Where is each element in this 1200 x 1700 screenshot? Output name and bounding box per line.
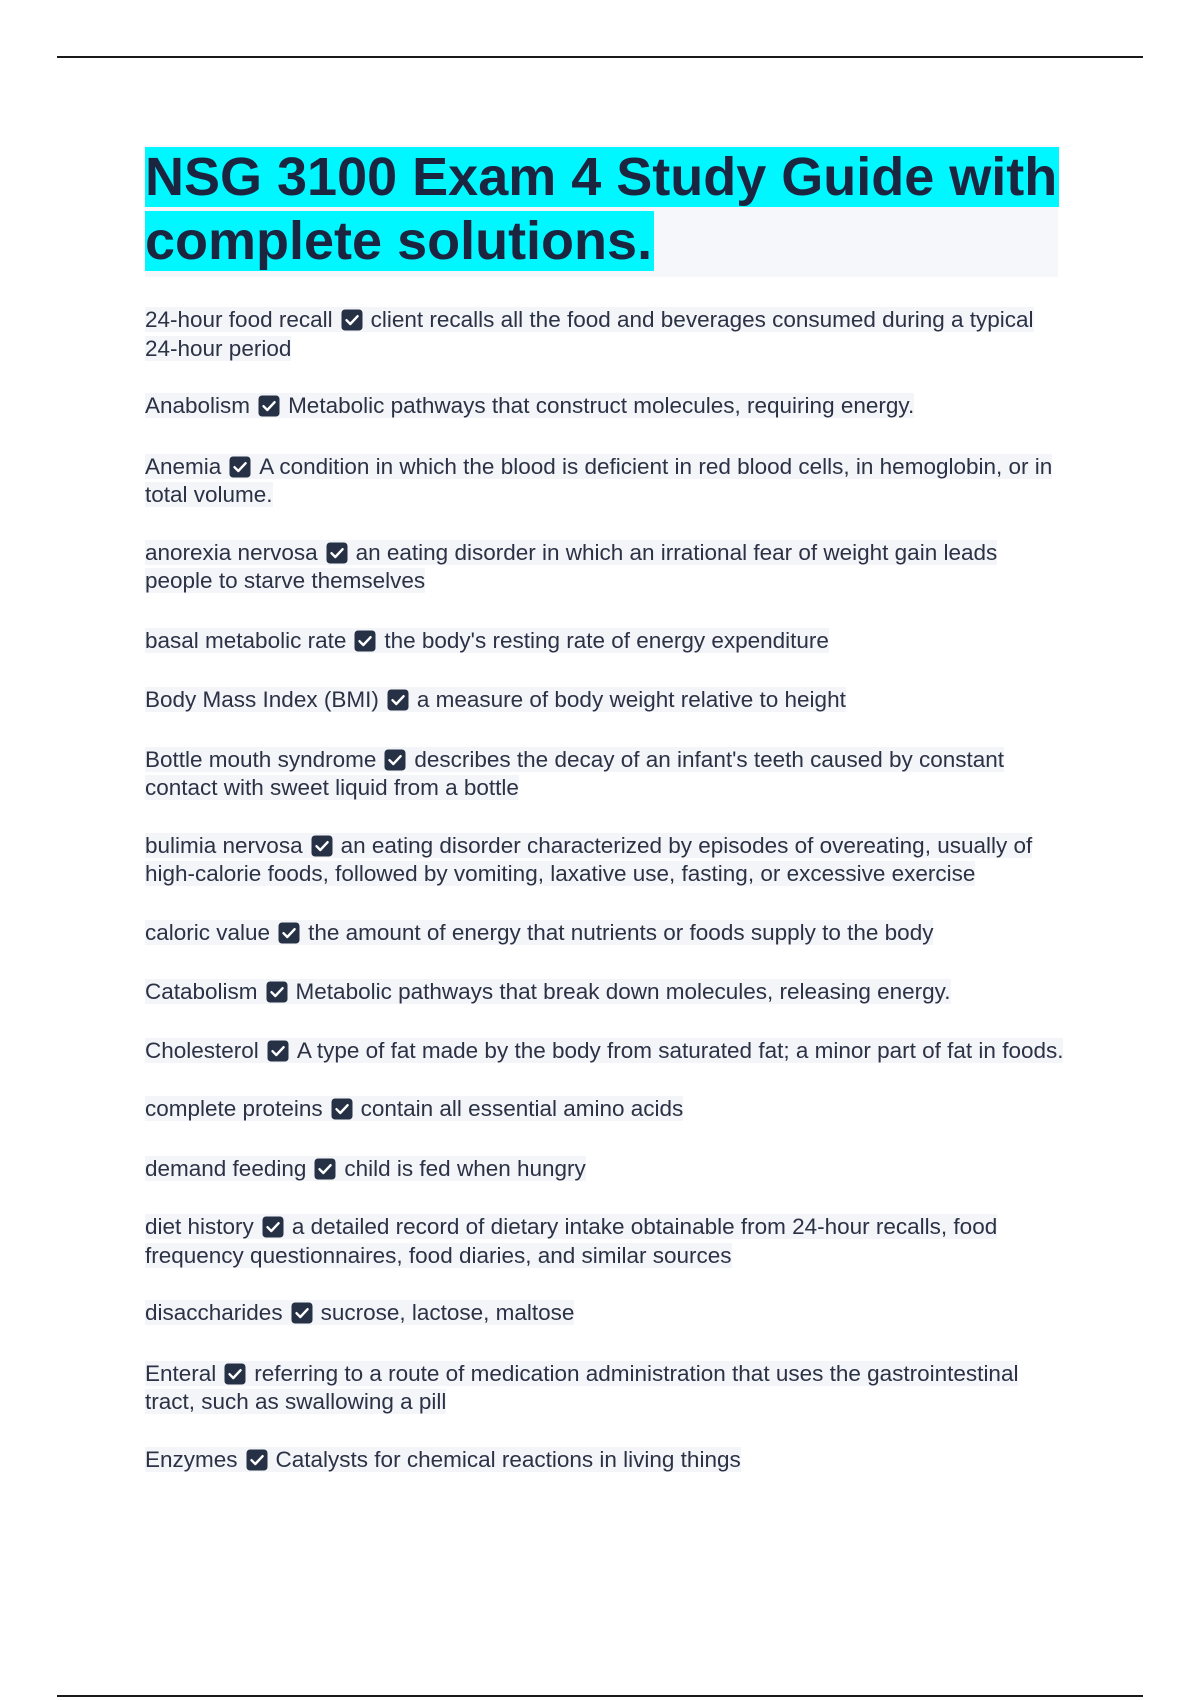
entry-list: [145, 306, 1065, 1474]
entry-definition: a detailed record of dietary intake obtainable from 24-hour recalls, food frequency questionnaires, food diaries, and similar sources: [145, 1214, 998, 1268]
entry-term: bulimia nervosa: [145, 832, 303, 858]
checkbox-checked-icon: [266, 981, 288, 1003]
checkbox-checked-icon: [267, 1040, 289, 1062]
entry-term: 24-hour food recall: [145, 307, 333, 332]
list-item: [145, 627, 1065, 656]
entry-definition: Metabolic pathways that construct molecules, requiring energy.: [288, 393, 915, 418]
entry-term: Anemia: [145, 453, 222, 479]
checkbox-checked-icon: [278, 922, 300, 944]
entry-definition: describes the decay of an infant's teeth caused by constant contact with sweet liquid from a bottle: [145, 746, 1005, 800]
entry-term: anorexia nervosa: [145, 539, 318, 565]
entry-term: complete proteins: [145, 1096, 323, 1121]
entry-term: Anabolism: [145, 393, 251, 418]
list-item: [145, 1446, 1065, 1475]
entry-term: Bottle mouth syndrome: [145, 746, 377, 772]
page-title-text: NSG 3100 Exam 4 Study Guide with complete solutions.: [145, 147, 1058, 271]
checkbox-checked-icon: [229, 456, 251, 478]
list-item: [145, 978, 1065, 1007]
checkbox-checked-icon: [326, 542, 348, 564]
checkbox-checked-icon: [246, 1449, 268, 1471]
entry-definition: sucrose, lactose, maltose: [320, 1300, 575, 1325]
checkbox-checked-icon: [258, 395, 280, 417]
checkbox-checked-icon: [311, 835, 333, 857]
checkbox-checked-icon: [354, 630, 376, 652]
entry-term: basal metabolic rate: [145, 627, 347, 653]
checkbox-checked-icon: [291, 1302, 313, 1324]
entry-definition: a measure of body weight relative to height: [416, 687, 846, 712]
entry-definition: A type of fat made by the body from saturated fat; a minor part of fat in foods.: [296, 1037, 1064, 1063]
top-rule: [57, 56, 1143, 58]
list-item: [145, 832, 1065, 889]
page-title: [145, 145, 1058, 273]
entry-definition: referring to a route of medication administration that uses the gastrointestinal tract, such as swallowing a pill: [145, 1360, 1019, 1414]
checkbox-checked-icon: [224, 1363, 246, 1385]
entry-definition: the amount of energy that nutrients or foods supply to the body: [308, 919, 934, 945]
entry-term: Enteral: [145, 1360, 217, 1386]
checkbox-checked-icon: [341, 309, 363, 331]
entry-term: Enzymes: [145, 1446, 238, 1472]
list-item: [145, 1360, 1065, 1417]
entry-definition: client recalls all the food and beverages consumed during a typical 24-hour period: [145, 307, 1034, 361]
checkbox-checked-icon: [262, 1216, 284, 1238]
entry-definition: an eating disorder characterized by episodes of overeating, usually of high-calorie foods, followed by vomiting, laxative use, fasting, or excessive exercise: [145, 832, 1033, 886]
entry-term: demand feeding: [145, 1155, 307, 1181]
list-item: [145, 919, 1065, 948]
entry-definition: contain all essential amino acids: [360, 1096, 684, 1121]
list-item: [145, 746, 1065, 803]
entry-definition: an eating disorder in which an irrational fear of weight gain leads people to starve themselves: [145, 539, 998, 593]
entry-term: caloric value: [145, 919, 271, 945]
list-item: [145, 1037, 1065, 1066]
checkbox-checked-icon: [314, 1158, 336, 1180]
list-item: [145, 1095, 1065, 1124]
entry-term: Body Mass Index (BMI): [145, 687, 379, 712]
entry-term: Catabolism: [145, 979, 258, 1004]
list-item: [145, 1155, 1065, 1184]
list-item: [145, 539, 1065, 596]
list-item: [145, 392, 1065, 421]
list-item: [145, 453, 1065, 510]
checkbox-checked-icon: [384, 749, 406, 771]
entry-definition: A condition in which the blood is deficient in red blood cells, in hemoglobin, or in total volume.: [145, 453, 1053, 507]
list-item: [145, 1299, 1065, 1328]
entry-definition: child is fed when hungry: [344, 1155, 586, 1181]
entry-term: disaccharides: [145, 1300, 283, 1325]
title-block: [145, 145, 1058, 277]
entry-term: diet history: [145, 1214, 254, 1239]
entry-term: Cholesterol: [145, 1037, 259, 1063]
checkbox-checked-icon: [331, 1098, 353, 1120]
list-item: [145, 1213, 1065, 1270]
list-item: [145, 686, 1065, 715]
bottom-rule: [57, 1695, 1143, 1697]
list-item: [145, 306, 1065, 363]
checkbox-checked-icon: [387, 689, 409, 711]
entry-definition: Metabolic pathways that break down molecules, releasing energy.: [295, 979, 951, 1004]
entry-definition: Catalysts for chemical reactions in living things: [275, 1446, 741, 1472]
entry-definition: the body's resting rate of energy expenditure: [384, 627, 829, 653]
